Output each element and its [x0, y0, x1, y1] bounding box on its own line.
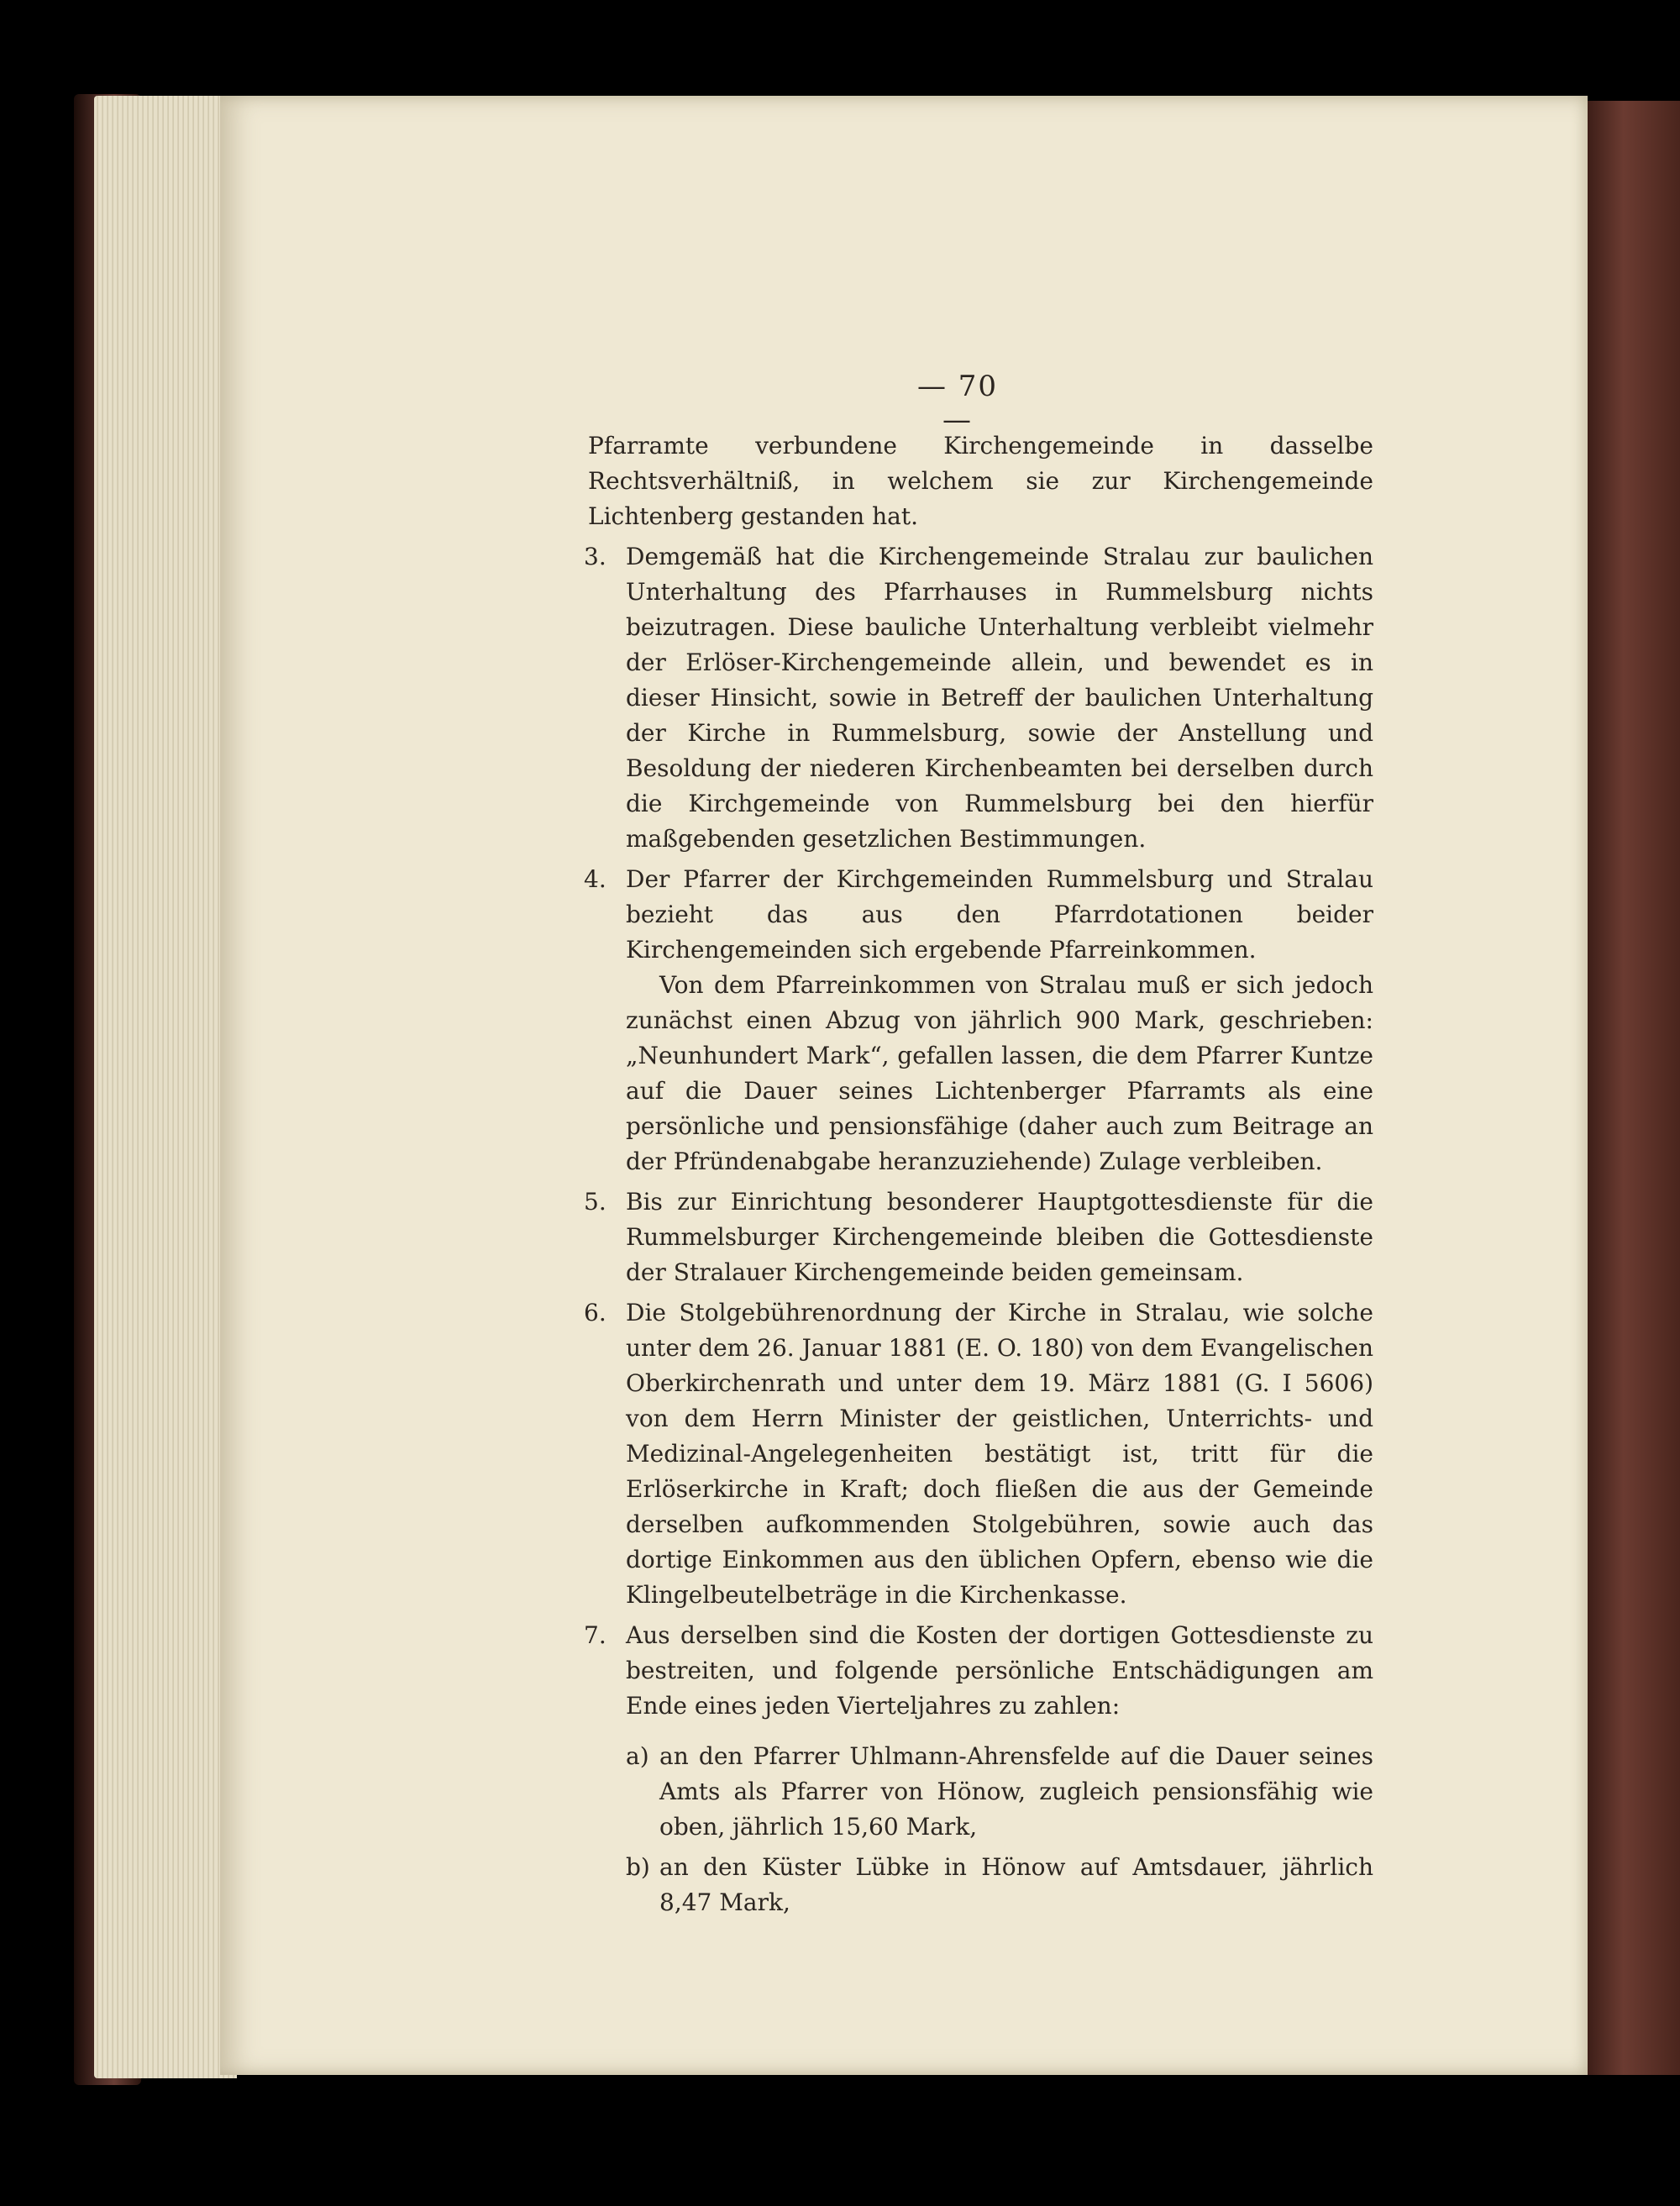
sub-item-a: [626, 1739, 1373, 1845]
item-number: 4.: [584, 865, 606, 893]
item-number: 5.: [584, 1188, 606, 1216]
item-text: Der Pfarrer der Kirchgemeinden Rummelsburg und Stralau bezieht das aus den Pfarrdotationen beider Kirchengemeinden sich ergebende Pfarreinkommen.: [626, 865, 1373, 964]
item-text: Demgemäß hat die Kirchengemeinde Stralau zur baulichen Unterhaltung des Pfarrhauses in Rummelsburg nichts beizutragen. Diese bauliche Unterhaltung verbleibt vielmehr der Erlöser-Kirchengemeinde allein, und bewendet es in dieser Hinsicht, sowie in Betreff der baulichen Unterhaltung der Kirche in Rummelsburg, sowie der Anstellung und Besoldung der niederen Kirchenbeamten bei derselben durch die Kirchgemeinde von Rummelsburg bei den hierfür maßgebenden gesetzlichen Bestimmungen.: [626, 543, 1373, 853]
intro-paragraph: Pfarramte verbundene Kirchengemeinde in dasselbe Rechtsverhältniß, in welchem sie zur Kirchengemeinde Lichtenberg gestanden hat.: [588, 432, 1373, 530]
page-number: — 70 —: [916, 370, 999, 437]
list-item-5: [584, 1184, 1373, 1290]
page-stack-edges: [94, 96, 237, 2078]
sub-item-label: b): [626, 1853, 650, 1881]
item-text: Aus derselben sind die Kosten der dortigen Gottesdienste zu bestreiten, und folgende persönliche Entschädigungen am Ende eines jeden Vierteljahres zu zahlen:: [626, 1621, 1373, 1720]
list-item-4: [584, 862, 1373, 1179]
list-item-3: [584, 539, 1373, 857]
item-continuation: Von dem Pfarreinkommen von Stralau muß er sich jedoch zunächst einen Abzug von jährlich 900 Mark, geschrieben: „Neunhundert Mark“, gefallen lassen, die dem Pfarrer Kuntze auf die Dauer seines Lichtenberger Pfarramts als eine persönliche und pensionsfähige (daher auch zum Beitrage an der Pfründenabgabe heranzuziehende) Zulage verbleiben.: [626, 971, 1373, 1175]
page-body: [584, 428, 1373, 1925]
list-item-6: [584, 1295, 1373, 1613]
item-number: 6.: [584, 1299, 606, 1326]
item-number: 7.: [584, 1621, 606, 1649]
sub-item-text: an den Küster Lübke in Hönow auf Amtsdauer, jährlich 8,47 Mark,: [659, 1853, 1373, 1916]
sub-item-text: an den Pfarrer Uhlmann-Ahrensfelde auf die Dauer seines Amts als Pfarrer von Hönow, zugleich pensionsfähig wie oben, jährlich 15,60 Mark,: [659, 1742, 1373, 1841]
list-item-7: [584, 1618, 1373, 1920]
book-cover-right: [1586, 101, 1680, 2075]
item-text: Bis zur Einrichtung besonderer Hauptgottesdienste für die Rummelsburger Kirchengemeinde bleiben die Gottesdienste der Stralauer Kirchengemeinde beiden gemeinsam.: [626, 1188, 1373, 1286]
item-number: 3.: [584, 543, 606, 570]
item-text: Die Stolgebührenordnung der Kirche in Stralau, wie solche unter dem 26. Januar 1881 (E. O. 180) von dem Evangelischen Oberkirchenrath und unter dem 19. März 1881 (G. I 5606) von dem Herrn Minister der geistlichen, Unterrichts- und Medizinal-Angelegenheiten bestätigt ist, tritt für die Erlöserkirche in Kraft; doch fließen die aus der Gemeinde derselben aufkommenden Stolgebühren, sowie auch das dortige Einkommen aus den üblichen Opfern, ebenso wie die Klingelbeutelbeträge in die Kirchenkasse.: [626, 1299, 1373, 1609]
sub-item-b: [626, 1850, 1373, 1920]
sub-item-label: a): [626, 1742, 649, 1770]
